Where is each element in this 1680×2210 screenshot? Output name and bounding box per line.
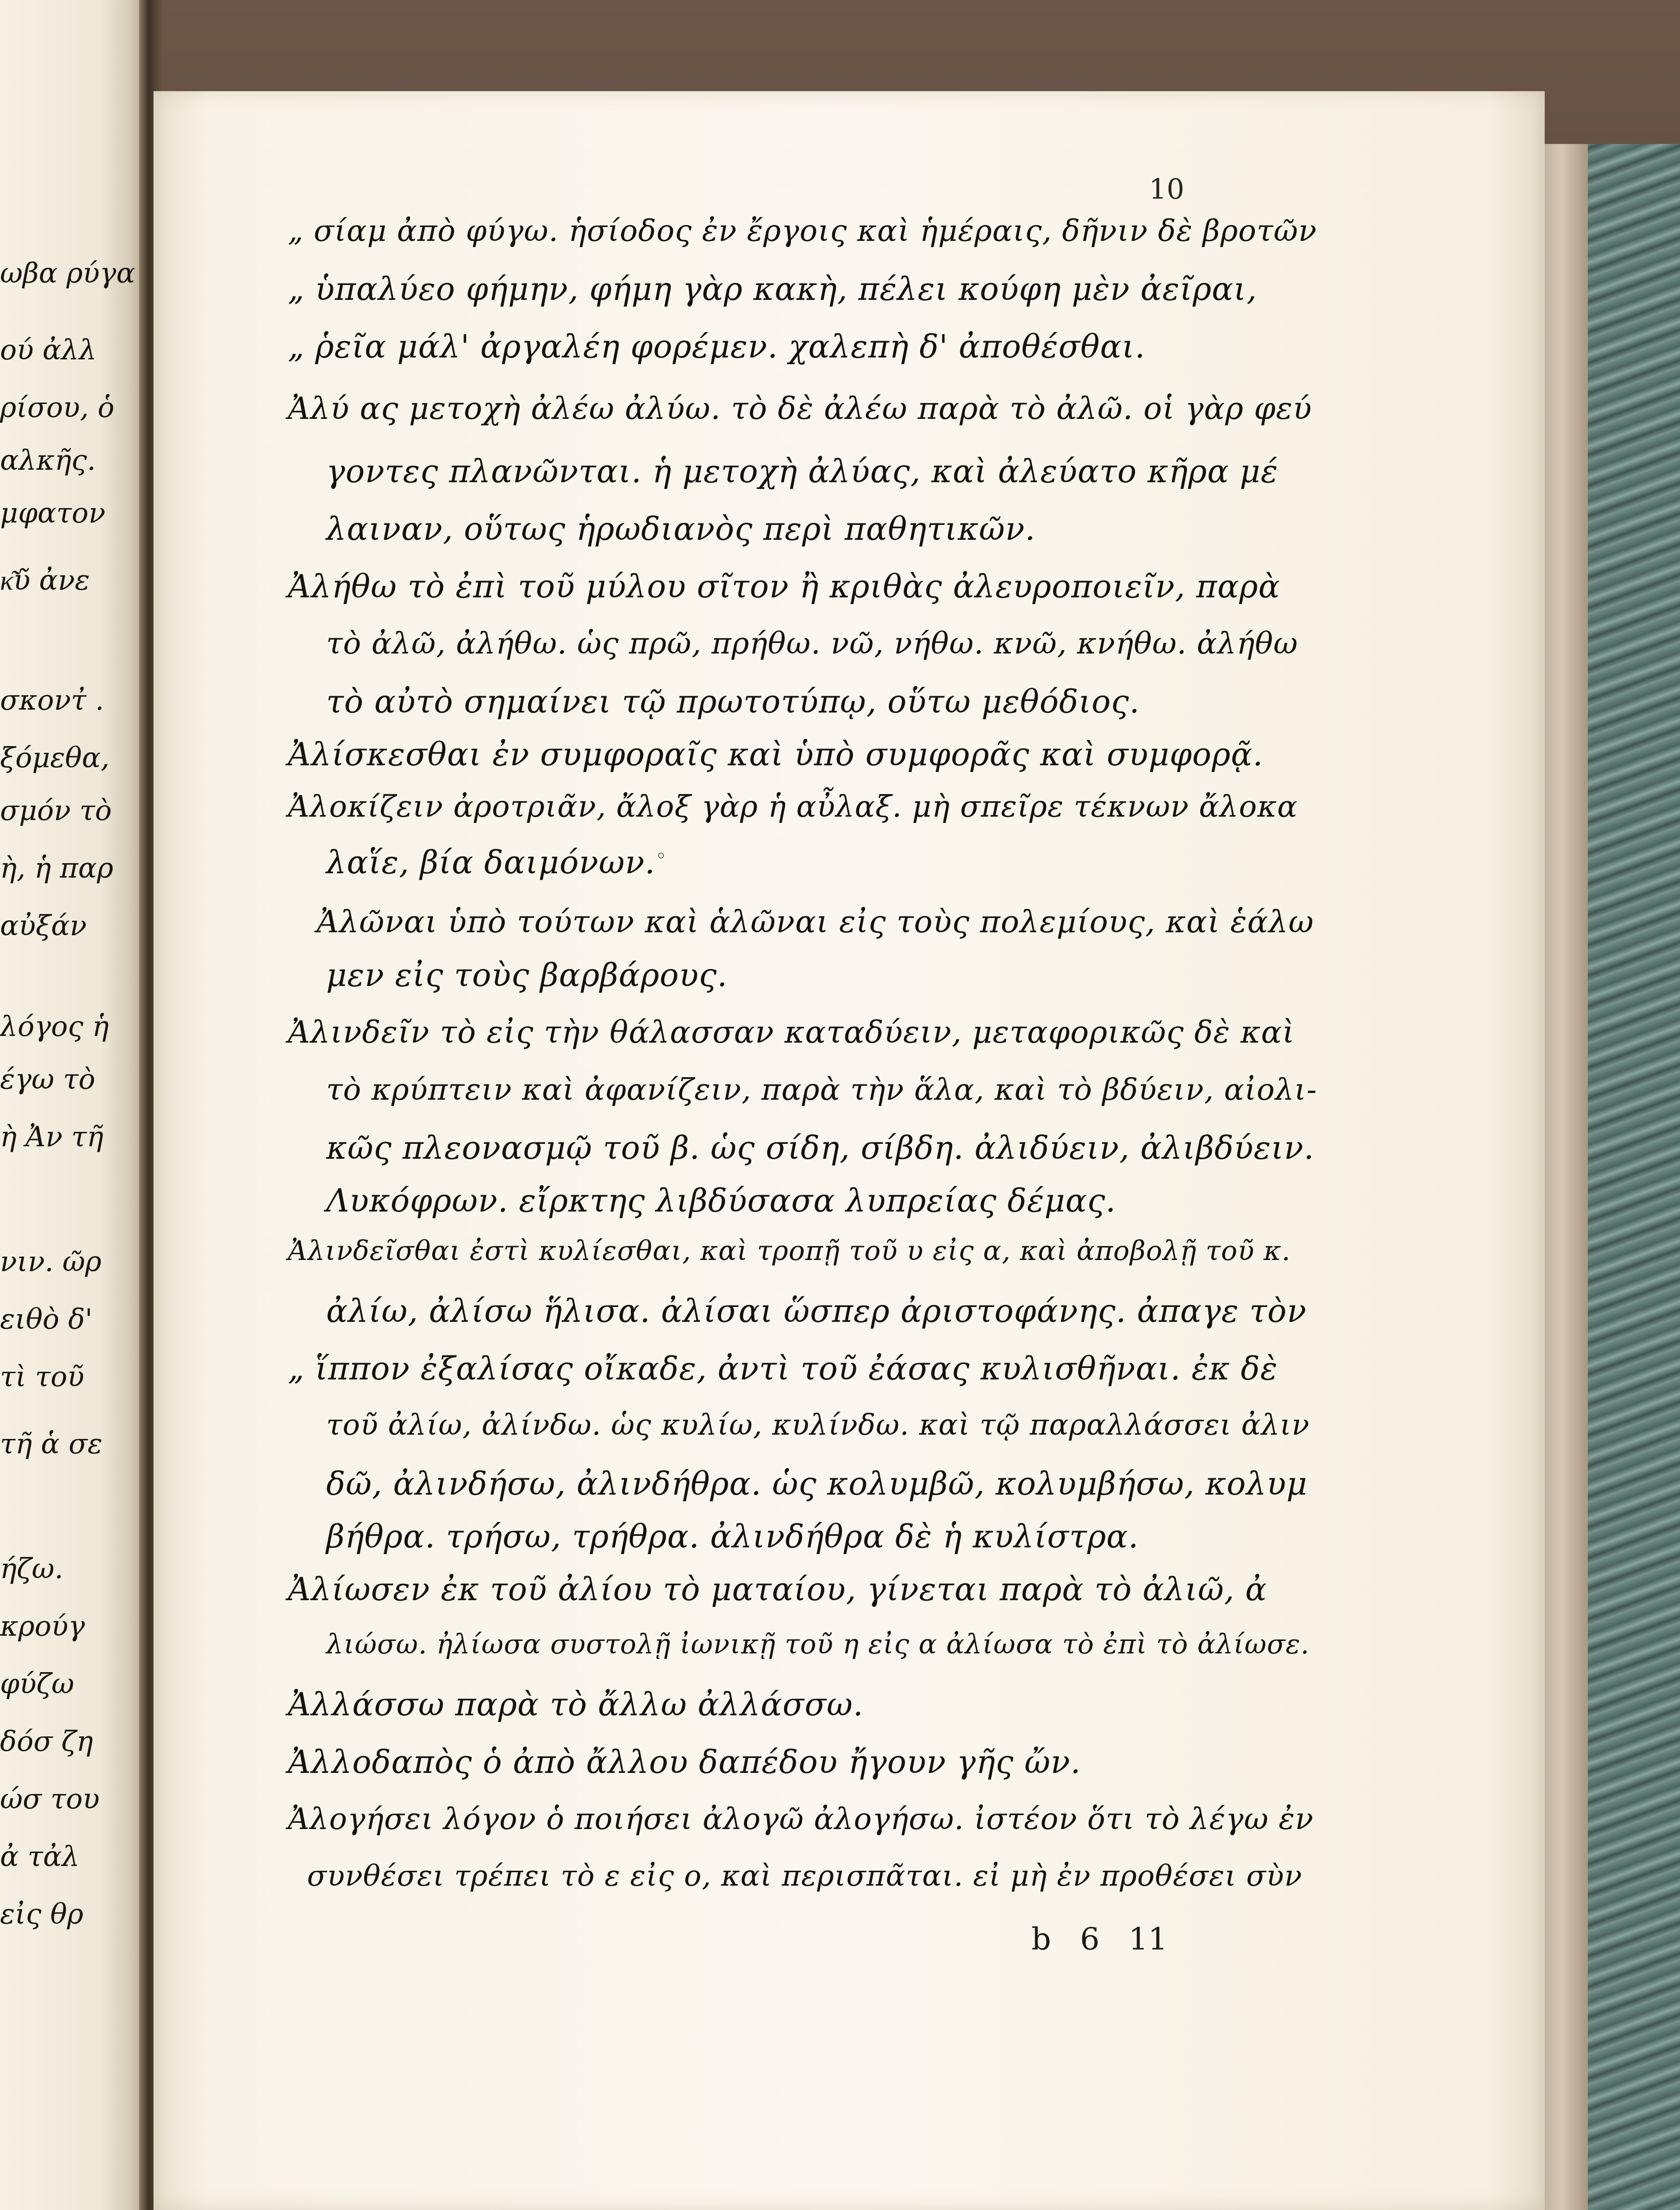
text-line-18: Λυκόφρων. εἴρκτης λιβδύσασα λυπρείας δέμας. <box>326 1182 1116 1219</box>
text-line-12-main: δαιμόνων. <box>484 844 656 881</box>
left-page-fragment: σμόν τὸ <box>0 794 112 827</box>
left-page-fragment: ξόμεθα, <box>0 741 110 774</box>
left-page-fragment: σκοντ̓ . <box>0 684 104 716</box>
text-line-27: Ἀλλάσσω παρὰ τὸ ἄλλω ἀλλάσσω. <box>288 1686 864 1723</box>
left-page-fragment: τὶ τοῦ <box>0 1360 84 1393</box>
text-line-21: „ ἵππον ἐξαλίσας οἴκαδε, ἀντὶ τοῦ ἐάσας κυλισθῆναι. ἐκ δὲ <box>288 1350 1278 1387</box>
text-line-12-prefix: λαἵε, βία <box>326 844 474 881</box>
left-page-fragment: εἰς θρ <box>0 1898 83 1930</box>
text-line-19: Ἀλινδεῖσθαι ἐστὶ κυλίεσθαι, καὶ τροπῇ τοῦ υ εἰς α, καὶ ἀποβολῇ τοῦ κ. <box>288 1236 1291 1267</box>
left-page-fragment: δόσ ζη <box>0 1725 94 1758</box>
text-line-6: λαιναν, οὕτως ἡρωδιανὸς περὶ παθητικῶν. <box>326 511 1036 547</box>
left-page-fragment: αὐξάν <box>0 909 87 942</box>
left-page-fragment: λόγος ἡ <box>0 1010 109 1043</box>
left-page-fragment: νιν. ῶρ <box>0 1245 102 1278</box>
left-page-fragment: φύζω <box>0 1667 74 1700</box>
left-page-fragment: μφατον <box>0 497 106 529</box>
text-line-24: βήθρα. τρήσω, τρήθρα. ἀλινδήθρα δὲ ἡ κυλίστρα. <box>326 1518 1139 1555</box>
left-page-fragment: ωβα ρύγα <box>0 257 135 289</box>
left-page-fragment: ήζω. <box>0 1552 63 1585</box>
left-page-fragment: κ͂ῦ ἀνε <box>0 564 90 596</box>
text-line-2: „ ὑπαλύεο φήμην, φήμη γὰρ κακὴ, πέλει κούφη μὲν ἀεῖραι, <box>288 271 1257 308</box>
left-page-fragment: αλκῆς. <box>0 444 96 476</box>
text-line-1: „ σίαμ ἀπὸ φύγω. ἡσίοδος ἐν ἔργοις καὶ ἡμέραις, δῆνιν δὲ βροτῶν <box>288 213 1317 248</box>
left-page-fragment: ὴ, ἡ παρ <box>0 852 114 884</box>
text-line-15: Ἀλινδεῖν τὸ εἰς τὴν θάλασσαν καταδύειν, μεταφορικῶς δὲ καὶ <box>288 1015 1295 1050</box>
text-line-30: συνθέσει τρέπει τὸ ε εἰς ο, καὶ περισπᾶται. εἰ μὴ ἐν προθέσει σὺν <box>307 1859 1302 1893</box>
text-line-11: Ἀλοκίζειν ἀροτριᾶν, ἄλοξ γὰρ ἡ αὖλαξ. μὴ σπεῖρε τέκνων ἄλοκα <box>288 789 1298 824</box>
left-page-fragment: ὴ Ἀν τῆ <box>0 1120 104 1153</box>
text-line-23: δῶ, ἀλινδήσω, ἀλινδήθρα. ὡς κολυμβῶ, κολυμβήσω, κολυμ <box>326 1465 1308 1502</box>
left-page-fragment: κρούγ <box>0 1610 85 1642</box>
left-page-fragment: ρίσου, ὁ <box>0 391 115 424</box>
text-line-16: τὸ κρύπτειν καὶ ἀφανίζειν, παρὰ τὴν ἅλα, καὶ τὸ βδύειν, αἰολι- <box>326 1072 1317 1107</box>
left-page-fragment: έγω τὸ <box>0 1063 95 1095</box>
text-line-25: Ἀλίωσεν ἐκ τοῦ ἀλίου τὸ ματαίου, γίνεται παρὰ τὸ ἀλιῶ, ἀ <box>288 1571 1267 1608</box>
text-line-13: Ἀλῶναι ὑπὸ τούτων καὶ ἁλῶναι εἰς τοὺς πολεμίους, καὶ ἑάλω <box>317 904 1314 940</box>
text-line-14: μεν εἰς τοὺς βαρβάρους. <box>326 957 728 994</box>
left-page <box>0 0 144 2210</box>
left-page-fragment: ώσ του <box>0 1782 100 1815</box>
text-line-17: κῶς πλεονασμῷ τοῦ β. ὡς σίδη, σίβδη. ἀλιδύειν, ἀλιβδύειν. <box>326 1129 1314 1166</box>
left-page-fragment: τῆ ἁ σε <box>0 1427 103 1460</box>
text-line-10: Ἀλίσκεσθαι ἐν συμφοραῖς καὶ ὑπὸ συμφορᾶς καὶ συμφορᾷ. <box>288 736 1264 773</box>
text-line-7: Ἀλήθω τὸ ἐπὶ τοῦ μύλου σῖτον ἢ κριθὰς ἀλευροποιεῖν, παρὰ <box>288 568 1280 605</box>
text-line-8: τὸ ἀλῶ, ἀλήθω. ὡς πρῶ, πρήθω. νῶ, νήθω. κνῶ, κνήθω. ἀλήθω <box>326 626 1298 661</box>
left-page-fragment: ού ἀλλ <box>0 333 97 366</box>
text-line-4: Ἀλύ ας μετοχὴ ἀλέω ἀλύω. τὸ δὲ ἀλέω παρὰ τὸ ἀλῶ. οἱ γὰρ φεύ <box>288 391 1313 427</box>
text-line-22: τοῦ ἀλίω, ἀλίνδω. ὡς κυλίω, κυλίνδω. καὶ τῷ παραλλάσσει ἀλιν <box>326 1408 1310 1442</box>
folio-number: 10 <box>1149 173 1184 205</box>
text-line-12 <box>326 844 667 881</box>
text-line-9: τὸ αὐτὸ σημαίνει τῷ πρωτοτύπῳ, οὕτω μεθόδιος. <box>326 683 1140 720</box>
text-line-5: γοντες πλανῶνται. ἡ μετοχὴ ἀλύας, καὶ ἀλεύατο κῆρα μέ <box>326 453 1278 490</box>
text-line-29: Ἀλογήσει λόγον ὁ ποιήσει ἀλογῶ ἀλογήσω. ἰστέον ὅτι τὸ λέγω ἐν <box>288 1801 1314 1836</box>
ornament-mark: ◦ <box>655 845 667 867</box>
signature-mark: b 6 11 <box>1031 1922 1168 1957</box>
text-line-26: λιώσω. ἠλίωσα συστολῇ ἰωνικῇ τοῦ η εἰς α ἀλίωσα τὸ ἐπὶ τὸ ἀλίωσε. <box>326 1629 1310 1660</box>
left-page-fragment: ειθὸ δ' <box>0 1303 93 1335</box>
text-line-28: Ἀλλοδαπὸς ὁ ἀπὸ ἄλλου δαπέδου ἤγουν γῆς ὤν. <box>288 1744 1081 1781</box>
text-line-3: „ ῥεῖα μάλ' ἀργαλέη φορέμεν. χαλεπὴ δ' ἀποθέσθαι. <box>288 328 1146 365</box>
text-line-20: ἀλίω, ἀλίσω ἥλισα. ἀλίσαι ὥσπερ ἀριστοφάνης. ἀπαγε τὸν <box>326 1293 1307 1330</box>
left-page-fragment: ἀ τἀλ <box>0 1840 80 1873</box>
